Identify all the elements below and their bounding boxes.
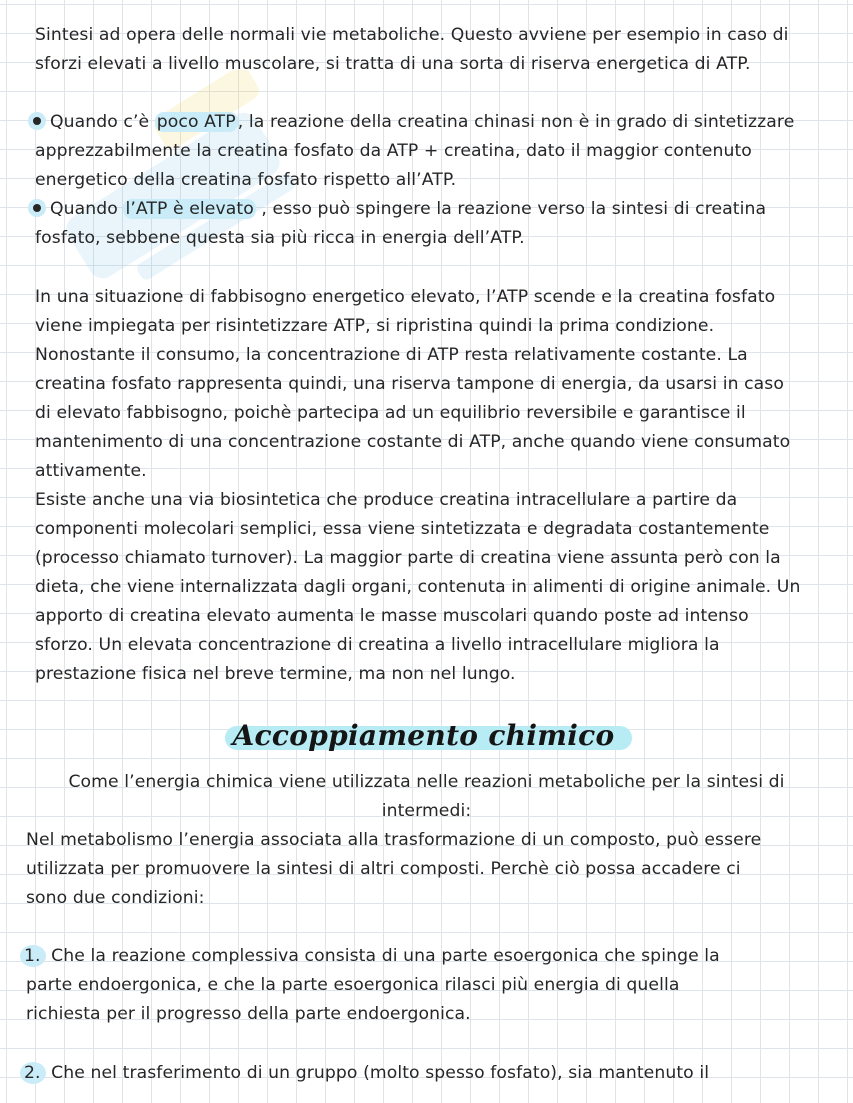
text-line: apprezzabilmente la creatina fosfato da ATP + creatina, dato il maggior contenuto [35, 141, 752, 161]
text-line: Nonostante il consumo, la concentrazione di ATP resta relativamente costante. La [35, 345, 748, 365]
item-text: Che la reazione complessiva consista di una parte esoergonica che spinge la [45, 946, 720, 966]
text-line: apporto di creatina elevato aumenta le masse muscolari quando poste ad intenso [35, 606, 749, 626]
subtitle-line: Come l’energia chimica viene utilizzata nelle reazioni metaboliche per la sintesi di [68, 772, 785, 792]
bullet-text: Quando c’è [50, 112, 155, 132]
text-line: Nel metabolismo l’energia associata alla trasformazione di un composto, può essere [26, 830, 762, 850]
item-number: 1. [20, 945, 46, 967]
text-line: sforzo. Un elevata concentrazione di creatina a livello intracellulare migliora la [35, 635, 720, 655]
text-line: (processo chiamato turnover). La maggior parte di creatina viene assunta però con la [35, 548, 781, 568]
text-line: utilizzata per promuovere la sintesi di altri composti. Perchè ciò possa accadere ci [26, 859, 741, 879]
bullet-dot-icon [28, 199, 46, 217]
text-line: componenti molecolari semplici, essa viene sintetizzata e degradata costantemente [35, 519, 770, 539]
text-line: sono due condizioni: [26, 888, 205, 908]
highlighted-text: poco ATP [156, 112, 236, 132]
item-number: 2. [20, 1062, 46, 1084]
text-line: creatina fosfato rappresenta quindi, una riserva tampone di energia, da usarsi in caso [35, 374, 784, 394]
text-line: attivamente. [35, 461, 147, 481]
highlighted-text: l’ATP è elevato [125, 199, 254, 219]
bullet-text: , la reazione della creatina chinasi non è in grado di sintetizzare [237, 112, 795, 132]
text-line: Sintesi ad opera delle normali vie metaboliche. Questo avviene per esempio in caso di [35, 25, 789, 45]
subtitle-line: intermedi: [381, 801, 472, 821]
text-line: di elevato fabbisogno, poichè partecipa ad un equilibrio reversibile e garantisce il [35, 403, 746, 423]
text-line: prestazione fisica nel breve termine, ma non nel lungo. [35, 664, 516, 684]
bullet-dot-icon [28, 112, 46, 130]
text-line: dieta, che viene internalizzata dagli organi, contenuta in alimenti di origine animale. Un [35, 577, 801, 597]
text-line: viene impiegata per risintetizzare ATP, si ripristina quindi la prima condizione. [35, 316, 715, 336]
text-line: mantenimento di una concentrazione costante di ATP, anche quando viene consumato [35, 432, 791, 452]
bullet-text: Quando [50, 199, 124, 219]
bullet-text: , esso può spingere la reazione verso la sintesi di creatina [255, 199, 767, 219]
text-line: energetico della creatina fosfato rispetto all’ATP. [35, 170, 457, 190]
text-line: In una situazione di fabbisogno energetico elevato, l’ATP scende e la creatina fosfato [35, 287, 776, 307]
text-line: Esiste anche una via biosintetica che produce creatina intracellulare a partire da [35, 490, 738, 510]
text-line: richiesta per il progresso della parte endoergonica. [26, 1004, 471, 1024]
item-text: Che nel trasferimento di un gruppo (molto spesso fosfato), sia mantenuto il [45, 1063, 710, 1083]
text-line: sforzi elevati a livello muscolare, si tratta di una sorta di riserva energetica di ATP. [35, 54, 751, 74]
text-line: parte endoergonica, e che la parte esoergonica rilasci più energia di quella [26, 975, 680, 995]
section-heading: Accoppiamento chimico [221, 716, 633, 756]
section-heading-wrapper [0, 716, 853, 758]
text-line: fosfato, sebbene questa sia più ricca in energia dell’ATP. [35, 228, 525, 248]
